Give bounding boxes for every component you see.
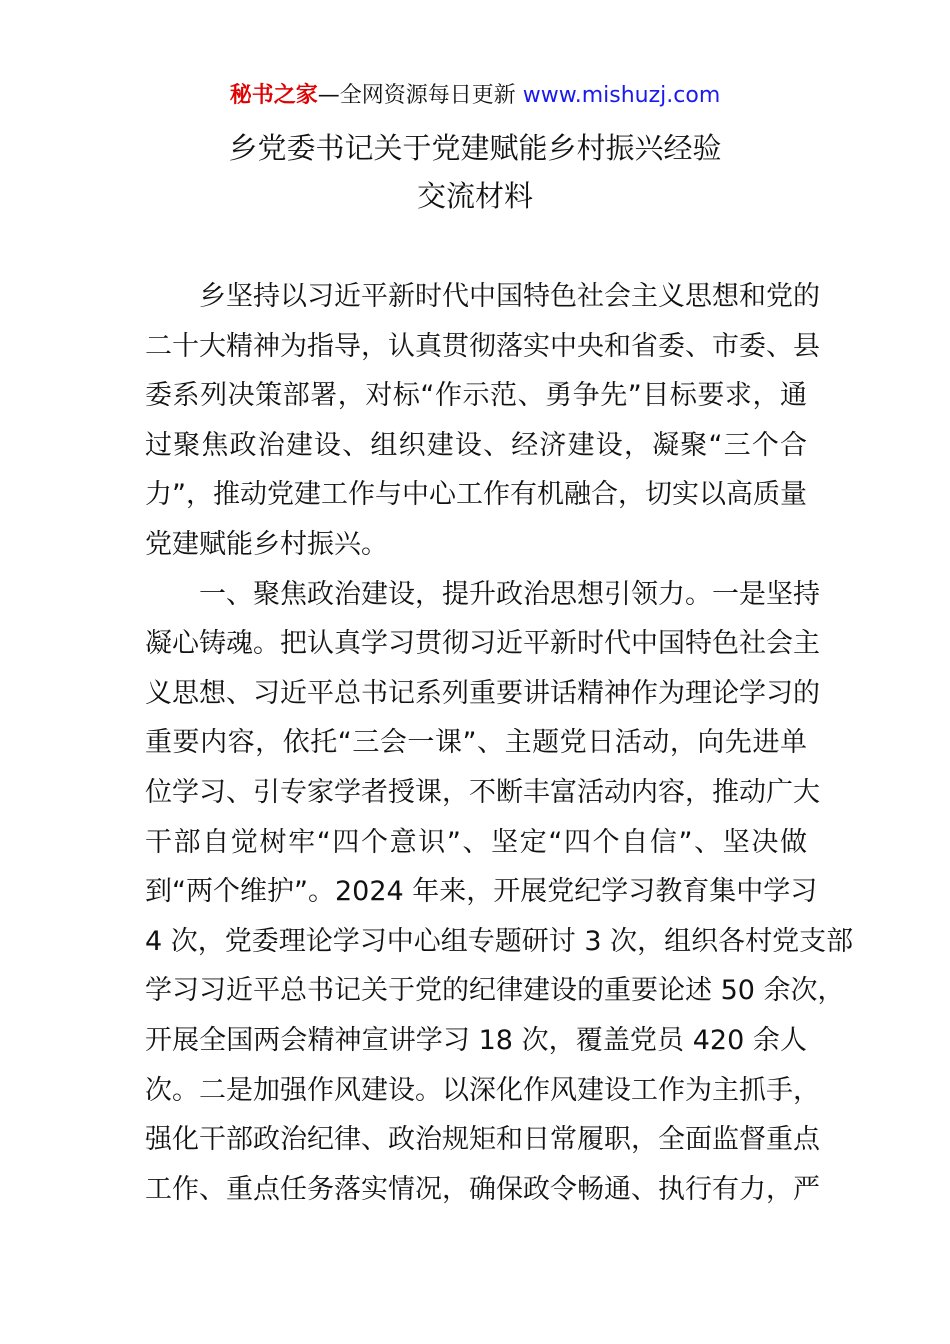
site-banner bbox=[0, 80, 950, 112]
body-line: 学习习近平总书记关于党的纪律建设的重要论述 50 余次， bbox=[145, 975, 845, 1007]
title-line-2: 交流材料 bbox=[416, 179, 533, 213]
body-line: 次。二是加强作风建设。以深化作风建设工作为主抓手， bbox=[145, 1074, 820, 1106]
body-line: 义思想、习近平总书记系列重要讲话精神作为理论学习的 bbox=[145, 677, 820, 709]
body-line: 到“两个维护”。2024 年来，开展党纪学习教育集中学习 bbox=[145, 876, 818, 908]
body-line: 重要内容，依托“三会一课”、主题党日活动，向先进单 bbox=[145, 727, 807, 759]
body-line: 二十大精神为指导，认真贯彻落实中央和省委、市委、县 bbox=[145, 330, 820, 362]
body-line: 强化干部政治纪律、政治规矩和日常履职，全面监督重点 bbox=[145, 1124, 820, 1156]
body-line: 开展全国两会精神宣讲学习 18 次，覆盖党员 420 余人 bbox=[145, 1024, 807, 1056]
body-line: 位学习、引专家学者授课，不断丰富活动内容，推动广大 bbox=[145, 776, 820, 808]
body-line: 委系列决策部署，对标“作示范、勇争先”目标要求，通 bbox=[145, 380, 807, 412]
title-line-1: 乡党委书记关于党建赋能乡村振兴经验 bbox=[228, 131, 722, 165]
banner-brand: 秘书之家 bbox=[229, 83, 318, 108]
body-line: 凝心铸魂。把认真学习贯彻习近平新时代中国特色社会主 bbox=[145, 628, 820, 660]
document-body bbox=[145, 272, 854, 1214]
body-line: 力”，推动党建工作与中心工作有机融合，切实以高质量 bbox=[145, 479, 807, 511]
banner-tagline: —全网资源每日更新 bbox=[317, 83, 523, 108]
body-line: 4 次，党委理论学习中心组专题研讨 3 次，组织各村党支部 bbox=[145, 925, 854, 957]
body-line: 一、聚焦政治建设，提升政治思想引领力。一是坚持 bbox=[199, 578, 820, 610]
body-line: 乡坚持以习近平新时代中国特色社会主义思想和党的 bbox=[199, 281, 820, 312]
banner-url-link[interactable]: www.mishuzj.com bbox=[522, 83, 721, 108]
document-title bbox=[0, 124, 950, 220]
body-line: 过聚焦政治建设、组织建设、经济建设，凝聚“三个合 bbox=[145, 429, 807, 461]
body-line: 工作、重点任务落实情况，确保政令畅通、执行有力，严 bbox=[145, 1173, 820, 1205]
body-line: 干部自觉树牢“四个意识”、坚定“四个自信”、坚决做 bbox=[145, 826, 807, 858]
body-line: 党建赋能乡村振兴。 bbox=[145, 528, 388, 560]
